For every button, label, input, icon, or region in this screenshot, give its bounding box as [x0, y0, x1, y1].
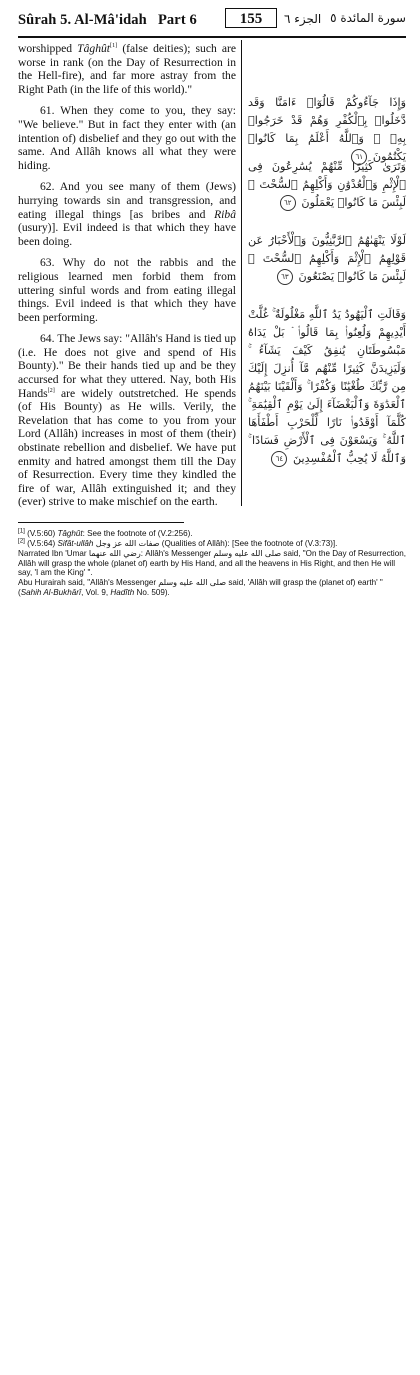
- verse-62: 62. And you see many of them (Jews) hurrying towards sin and transgression, and eating illegal things [as bribes and Ribâ (usury)]. Evil indeed is that which they have been doing.: [18, 180, 236, 248]
- hadith-abu-hurairah: Abu Hurairah said, "Allâh's Messenger صلى الله عليه وسلم said, 'Allâh will grasp the (planet of) earth' " (Sahih Al-Bukhârî, Vol. 9, Hadîth No. 509).: [18, 578, 383, 598]
- arabic-verse-62: وَتَرَىٰ كَثِيرًا مِّنْهُمْ يُسَٰرِعُونَ فِى ٱلْإِثْمِ وَٱلْعُدْوَٰنِ وَأَكْلِهِمُ ٱلسُّحْتَ ۚ لَبِئْسَ مَا كَانُوا۟ يَعْمَلُونَ ٦٢: [248, 160, 406, 209]
- verse-63: 63. Why do not the rabbis and the religious learned men forbid them from uttering sinful words and from eating illegal things. Evil indeed is that which they have been performing.: [18, 256, 236, 324]
- ayah-marker-61: ٦١: [351, 149, 367, 165]
- surah-part-title: Sûrah 5. Al-Mâ'idah Part 6: [18, 12, 197, 28]
- arabic-verse-64: وَقَالَتِ ٱلْيَهُودُ يَدُ ٱللَّهِ مَغْلُولَةٌ ۚ غُلَّتْ أَيْدِيهِمْ وَلُعِنُوا۟ بِمَا قَالُوا۟ ۘ بَلْ يَدَاهُ مَبْسُوطَتَانِ يُنفِقُ كَيْفَ يَشَآءُ ۚ وَلَيَزِيدَنَّ كَثِيرًا مِّنْهُم مَّآ أُنزِلَ إِلَيْكَ مِن رَّبِّكَ طُغْيَٰنًا وَكُفْرًا ۚ وَأَلْقَيْنَا بَيْنَهُمُ ٱلْعَدَٰوَةَ وَٱلْبَغْضَآءَ إِلَىٰ يَوْمِ ٱلْقِيَٰمَةِ ۚ كُلَّمَآ أَوْقَدُوا۟ نَارًا لِّلْحَرْبِ أَطْفَأَهَا ٱللَّهُ ۚ وَيَسْعَوْنَ فِى ٱلْأَرْضِ فَسَادًا ۚ وَٱللَّهُ لَا يُحِبُّ ٱلْمُفْسِدِينَ ٦٤: [248, 308, 406, 465]
- footnote-rule: [18, 522, 184, 523]
- ayah-marker-63: ٦٣: [277, 269, 293, 285]
- verse-64: 64. The Jews say: "Allâh's Hand is tied up (i.e. He does not give and spend of His Bounty)." Be their hands tied up and be they accursed for what they uttered. Nay, both His Hands[2] are widely outstretched. He spends (of His Bounty) as He wills. Verily, the Revelation that has come to you from your Lord (Allâh) increases in most of them (their) obstinate rebellion and disbelief. We have put enmity and hatred amongst them till the Day of Resurrection. Every time they kindled the fire of war, Allâh extinguished it; and they (ever) strive to make mischief on the earth.: [18, 332, 236, 509]
- footnote-mark-1: [1]: [18, 527, 25, 535]
- english-translation-column: [18, 42, 236, 509]
- footnote-1: [1] (V.5:60) Tâghût: See the footnote of (V.2:256).: [18, 527, 193, 538]
- header-rule: [18, 36, 406, 38]
- hadith-ibn-umar: Narrated Ibn 'Umar رضي الله عنهما: Allâh's Messenger صلى الله عليه وسلم said, "On the Day of Resurrection, Allâh will grasp the whole (planet of) earth by His Hand, and all the heavens in His Right, and then He will say, 'I am the King' ".: [18, 549, 406, 578]
- footnote-ref-2[interactable]: [2]: [47, 386, 55, 394]
- ayah-marker-64: ٦٤: [271, 451, 287, 467]
- page-header: [18, 6, 406, 34]
- verse-number-63: 63.: [40, 256, 55, 270]
- footnotes: [18, 529, 406, 598]
- verse-number-61: 61.: [40, 104, 55, 118]
- verse-61: 61. When they come to you, they say: "We believe." But in fact they enter with (an intention of) disbelief and they go out with the same. And Allâh knows all what they were hiding.: [18, 104, 236, 172]
- verse-number-62: 62.: [40, 180, 55, 194]
- footnote-ref-1[interactable]: [1]: [110, 42, 118, 50]
- arabic-phrase: صفات الله عز وجل: [95, 539, 160, 549]
- verse-60-continuation: worshipped Tâghût[1] (false deities); such are worse in rank (on the Day of Resurrection in the Hell-fire), and far more astray from the Right Path (in the life of this world).": [18, 42, 237, 96]
- footnote-2: [2] (V.5:64) Sifât-ullâh صفات الله عز وجل (Qualities of Allâh): [See the footnote of (V.3:73)].: [18, 537, 338, 549]
- surah-arabic-title: سورة المائدة ٥: [330, 11, 406, 25]
- juz-arabic: الجزء ٦: [284, 12, 322, 26]
- column-divider: [241, 40, 242, 506]
- ayah-marker-62: ٦٢: [280, 195, 296, 211]
- footnote-mark-2: [2]: [18, 537, 25, 545]
- arabic-verse-61: وَإِذَا جَآءُوكُمْ قَالُوٓا۟ ءَامَنَّا وَقَد دَّخَلُوا۟ بِٱلْكُفْرِ وَهُمْ قَدْ خَرَجُوا۟ بِهِۦ ۚ وَٱللَّهُ أَعْلَمُ بِمَا كَانُوا۟ يَكْتُمُونَ ٦١: [248, 96, 406, 163]
- term-taghut: Tâghût: [77, 42, 111, 55]
- page-number: 155: [225, 8, 277, 28]
- arabic-verse-63: لَوْلَا يَنْهَىٰهُمُ ٱلرَّبَّٰنِيُّونَ وَٱلْأَحْبَارُ عَن قَوْلِهِمُ ٱلْإِثْمَ وَأَكْلِهِمُ ٱلسُّحْتَ ۚ لَبِئْسَ مَا كَانُوا۟ يَصْنَعُونَ ٦٣: [248, 234, 406, 283]
- verse-number-64: 64.: [40, 332, 55, 346]
- term-riba: Ribâ: [214, 207, 236, 221]
